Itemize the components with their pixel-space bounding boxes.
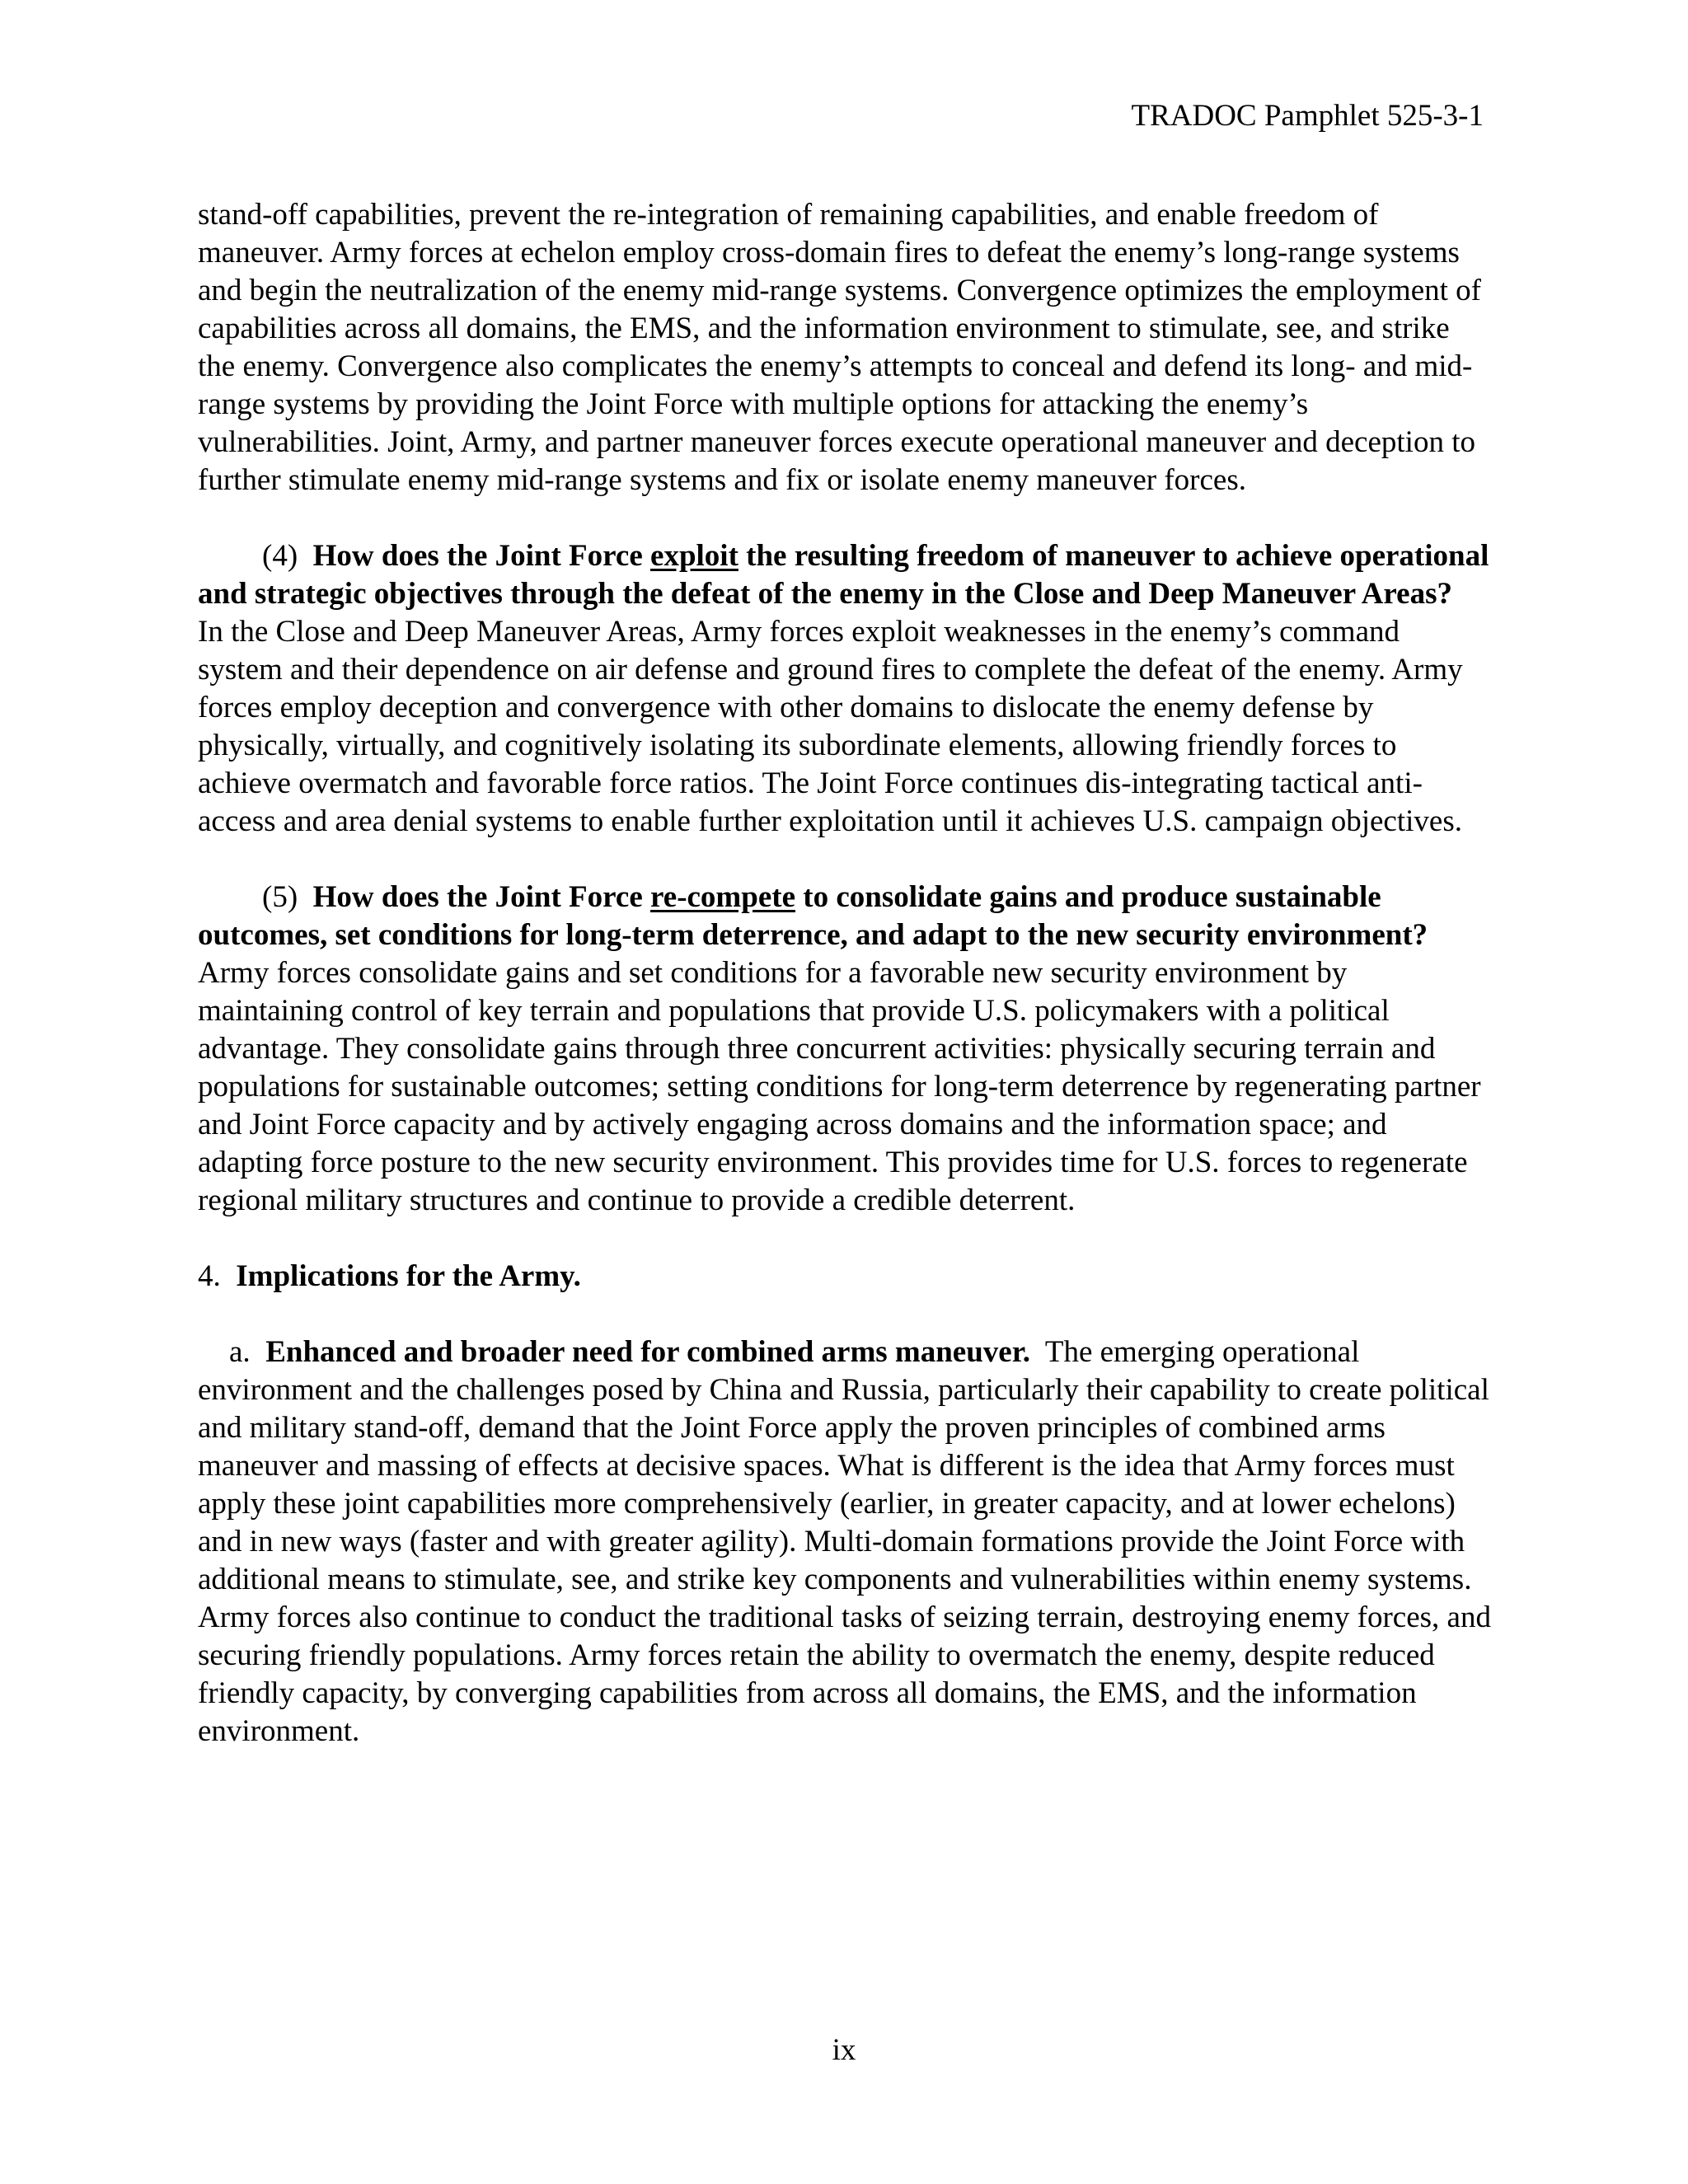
question-5-number: (5) xyxy=(262,880,298,914)
subsection-a-label: a. xyxy=(229,1335,251,1369)
question-4-body: In the Close and Deep Maneuver Areas, Army forces exploit weaknesses in the enemy’s command system and their dependence on air defense and ground fires to complete the defeat of the enemy. Army forces employ deception and convergence with other domains to dislocate the enemy defense by physically, virtually, and cognitively isolating its subordinate elements, allowing friendly forces to achieve overmatch and favorable force ratios. The Joint Force continues dis-integrating tactical anti-access and area denial systems to enable further exploitation until it achieves U.S. campaign objectives. xyxy=(198,615,1463,838)
question-5-keyword: re-compete xyxy=(650,880,796,914)
section-4-title: Implications for the Army. xyxy=(236,1259,581,1293)
section-heading-4 xyxy=(198,1258,1492,1296)
section-4-number: 4. xyxy=(198,1259,221,1293)
question-5-heading xyxy=(198,880,1428,952)
question-5-body: Army forces consolidate gains and set conditions for a favorable new security environment by maintaining control of key terrain and populations that provide U.S. policymakers with a political advantage. They consolidate gains through three concurrent activities: physically securing terrain and populations for sustainable outcomes; setting conditions for long-term deterrence by regenerating partner and Joint Force capacity and by actively engaging across domains and the information space; and adapting force posture to the new security environment. This provides time for U.S. forces to regenerate regional military structures and continue to provide a credible deterrent. xyxy=(198,956,1481,1217)
question-4-heading-pre: How does the Joint Force xyxy=(312,539,651,573)
question-4-heading xyxy=(198,539,1489,611)
paragraph-continuation: stand-off capabilities, prevent the re-integration of remaining capabilities, and enable freedom of maneuver. Army forces at echelon employ cross-domain fires to defeat the enemy’s long-range systems and begin the neutralization of the enemy mid-range systems. Convergence optimizes the employment of capabilities across all domains, the EMS, and the information environment to stimulate, see, and strike the enemy. Convergence also complicates the enemy’s attempts to conceal and defend its long- and mid-range systems by providing the Joint Force with multiple options for attacking the enemy’s vulnerabilities. Joint, Army, and partner maneuver forces execute operational maneuver and deception to further stimulate enemy mid-range systems and fix or isolate enemy maneuver forces. xyxy=(198,198,1481,497)
page-number: ix xyxy=(832,2033,856,2067)
question-4-number: (4) xyxy=(262,539,298,573)
paragraph-question-5 xyxy=(198,879,1492,1220)
subsection-a-body: The emerging operational environment and the challenges posed by China and Russia, particularly their capability to create political and military stand-off, demand that the Joint Force apply the proven principles of combined arms maneuver and massing of effects at decisive spaces. What is different is the idea that Army forces must apply these joint capabilities more comprehensively (earlier, in greater capacity, and at lower echelons) and in new ways (faster and with greater agility). Multi-domain formations provide the Joint Force with additional means to stimulate, see, and strike key components and vulnerabilities within enemy systems. Army forces also continue to conduct the traditional tasks of seizing terrain, destroying enemy forces, and securing friendly populations. Army forces retain the ability to overmatch the enemy, despite reduced friendly capacity, by converging capabilities from across all domains, the EMS, and the information environment. xyxy=(198,1335,1491,1748)
paragraph-subsection-a xyxy=(198,1333,1492,1750)
subsection-a-heading: Enhanced and broader need for combined arms maneuver. xyxy=(265,1335,1031,1369)
document-body xyxy=(198,196,1492,1788)
question-5-heading-pre: How does the Joint Force xyxy=(312,880,651,914)
question-5-heading-post: to consolidate gains and produce sustainable outcomes, set conditions for long-term deterrence, and adapt to the new security environment? xyxy=(198,880,1428,952)
paragraph-question-4 xyxy=(198,537,1492,841)
question-4-heading-post: the resulting freedom of maneuver to achieve operational and strategic objectives through the defeat of the enemy in the Close and Deep Maneuver Areas? xyxy=(198,539,1489,611)
question-4-keyword: exploit xyxy=(650,539,738,573)
document-header: TRADOC Pamphlet 525-3-1 xyxy=(1131,99,1484,133)
